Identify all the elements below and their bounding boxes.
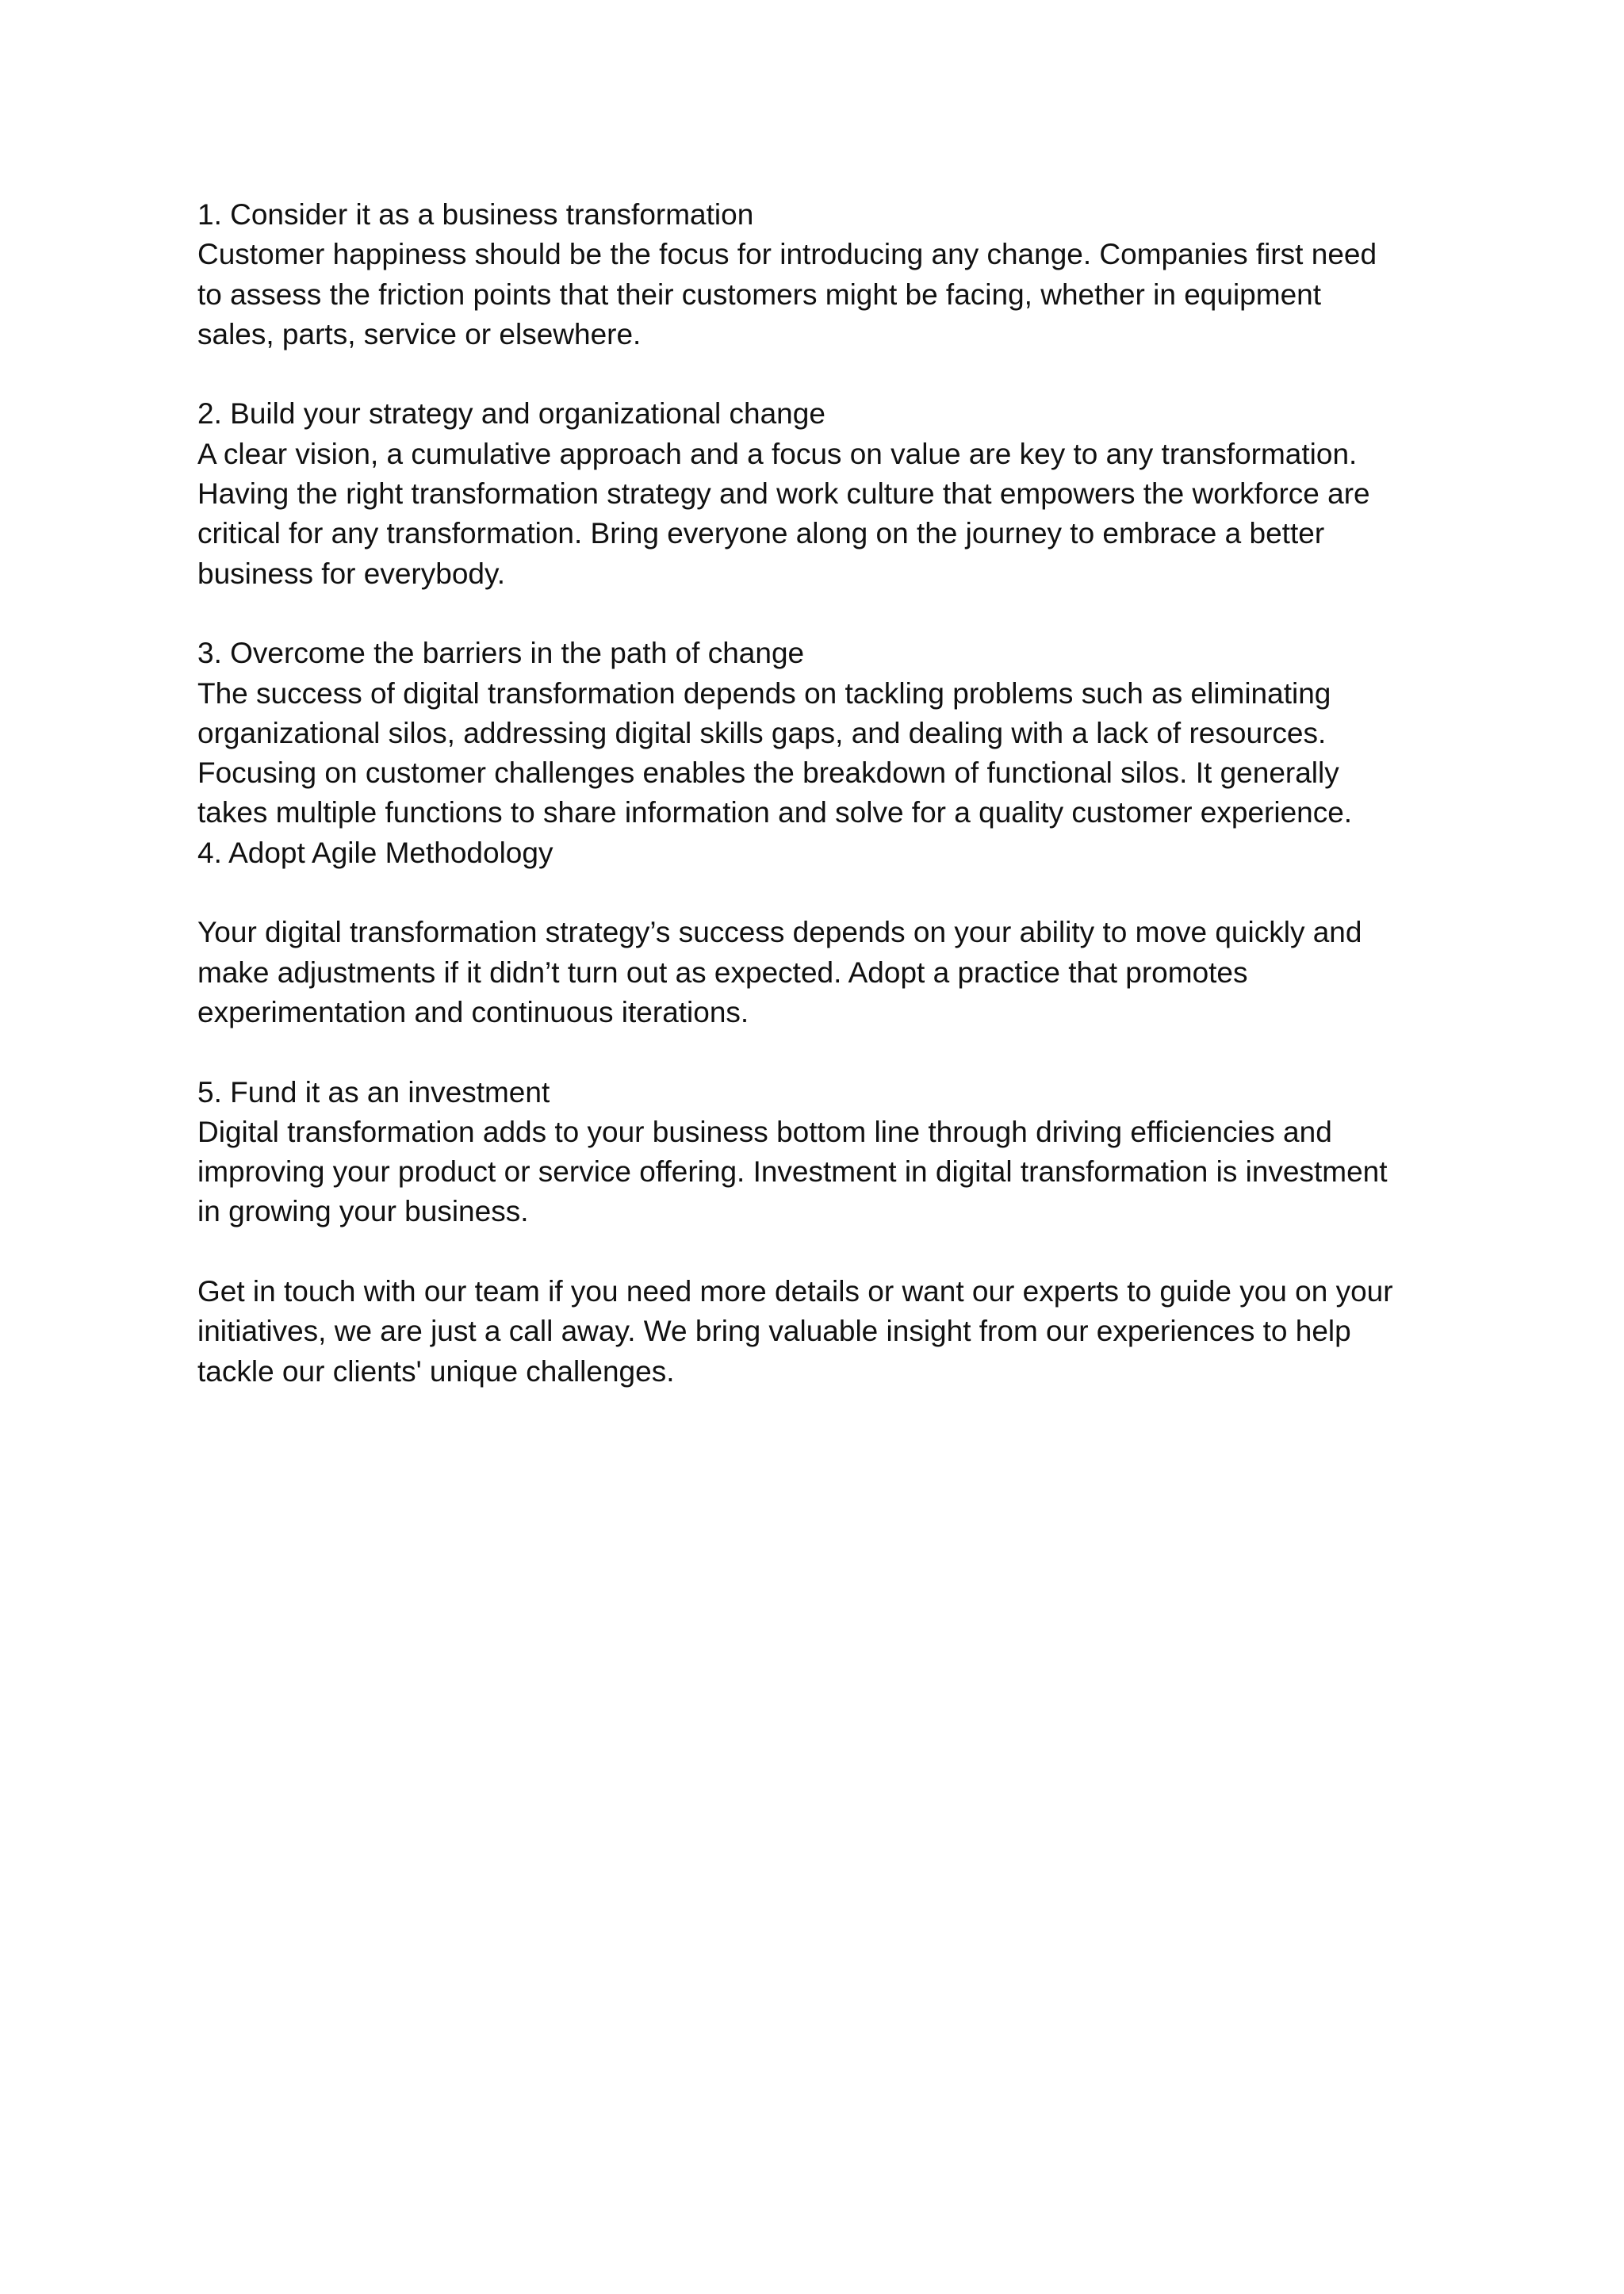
- section-4-line-2: make adjustments if it didn’t turn out as expected. Adopt a practice that promotes: [197, 956, 1248, 989]
- section-2-line-1: A clear vision, a cumulative approach and a focus on value are key to any transformation.: [197, 437, 1358, 470]
- paragraph-spacer: [197, 873, 1450, 913]
- closing-line-2: initiatives, we are just a call away. We bring valuable insight from our experiences to help: [197, 1315, 1351, 1348]
- section-5-line-2: improving your product or service offering. Investment in digital transformation is investment: [197, 1155, 1388, 1189]
- section-4-line-3: experimentation and continuous iterations.: [197, 995, 749, 1028]
- closing-line-1: Get in touch with our team if you need more details or want our experts to guide you on your: [197, 1275, 1393, 1308]
- section-3-line-2: organizational silos, addressing digital skills gaps, and dealing with a lack of resources.: [197, 716, 1327, 749]
- section-2-line-2: Having the right transformation strategy and work culture that empowers the workforce are: [197, 477, 1370, 511]
- section-1-line-3: sales, parts, service or elsewhere.: [197, 317, 642, 350]
- paragraph-spacer: [197, 594, 1450, 634]
- paragraph-spacer: [197, 1032, 1450, 1072]
- section-3-heading: 3. Overcome the barriers in the path of change: [197, 637, 805, 670]
- section-2-line-3: critical for any transformation. Bring everyone along on the journey to embrace a better: [197, 517, 1325, 550]
- section-4-heading: 4. Adopt Agile Methodology: [197, 836, 553, 869]
- section-3-line-4: takes multiple functions to share information and solve for a quality customer experience.: [197, 796, 1353, 829]
- closing-line-3: tackle our clients' unique challenges.: [197, 1354, 675, 1388]
- section-5-line-3: in growing your business.: [197, 1195, 529, 1228]
- section-3-line-3: Focusing on customer challenges enables the breakdown of functional silos. It generally: [197, 756, 1339, 790]
- section-1-heading: 1. Consider it as a business transformation: [197, 198, 754, 231]
- document-body: [197, 195, 1450, 1392]
- section-2-line-4: business for everybody.: [197, 557, 506, 590]
- section-4-line-1: Your digital transformation strategy’s success depends on your ability to move quickly and: [197, 916, 1362, 949]
- section-2-heading: 2. Build your strategy and organizational change: [197, 397, 825, 431]
- paragraph-spacer: [197, 354, 1450, 394]
- section-5-line-1: Digital transformation adds to your business bottom line through driving efficiencies and: [197, 1115, 1332, 1148]
- paragraph-spacer: [197, 1232, 1450, 1272]
- section-1-line-1: Customer happiness should be the focus for introducing any change. Companies first need: [197, 238, 1377, 271]
- section-5-heading: 5. Fund it as an investment: [197, 1075, 550, 1109]
- section-1-line-2: to assess the friction points that their customers might be facing, whether in equipment: [197, 278, 1322, 311]
- section-3-line-1: The success of digital transformation depends on tackling problems such as eliminating: [197, 676, 1331, 710]
